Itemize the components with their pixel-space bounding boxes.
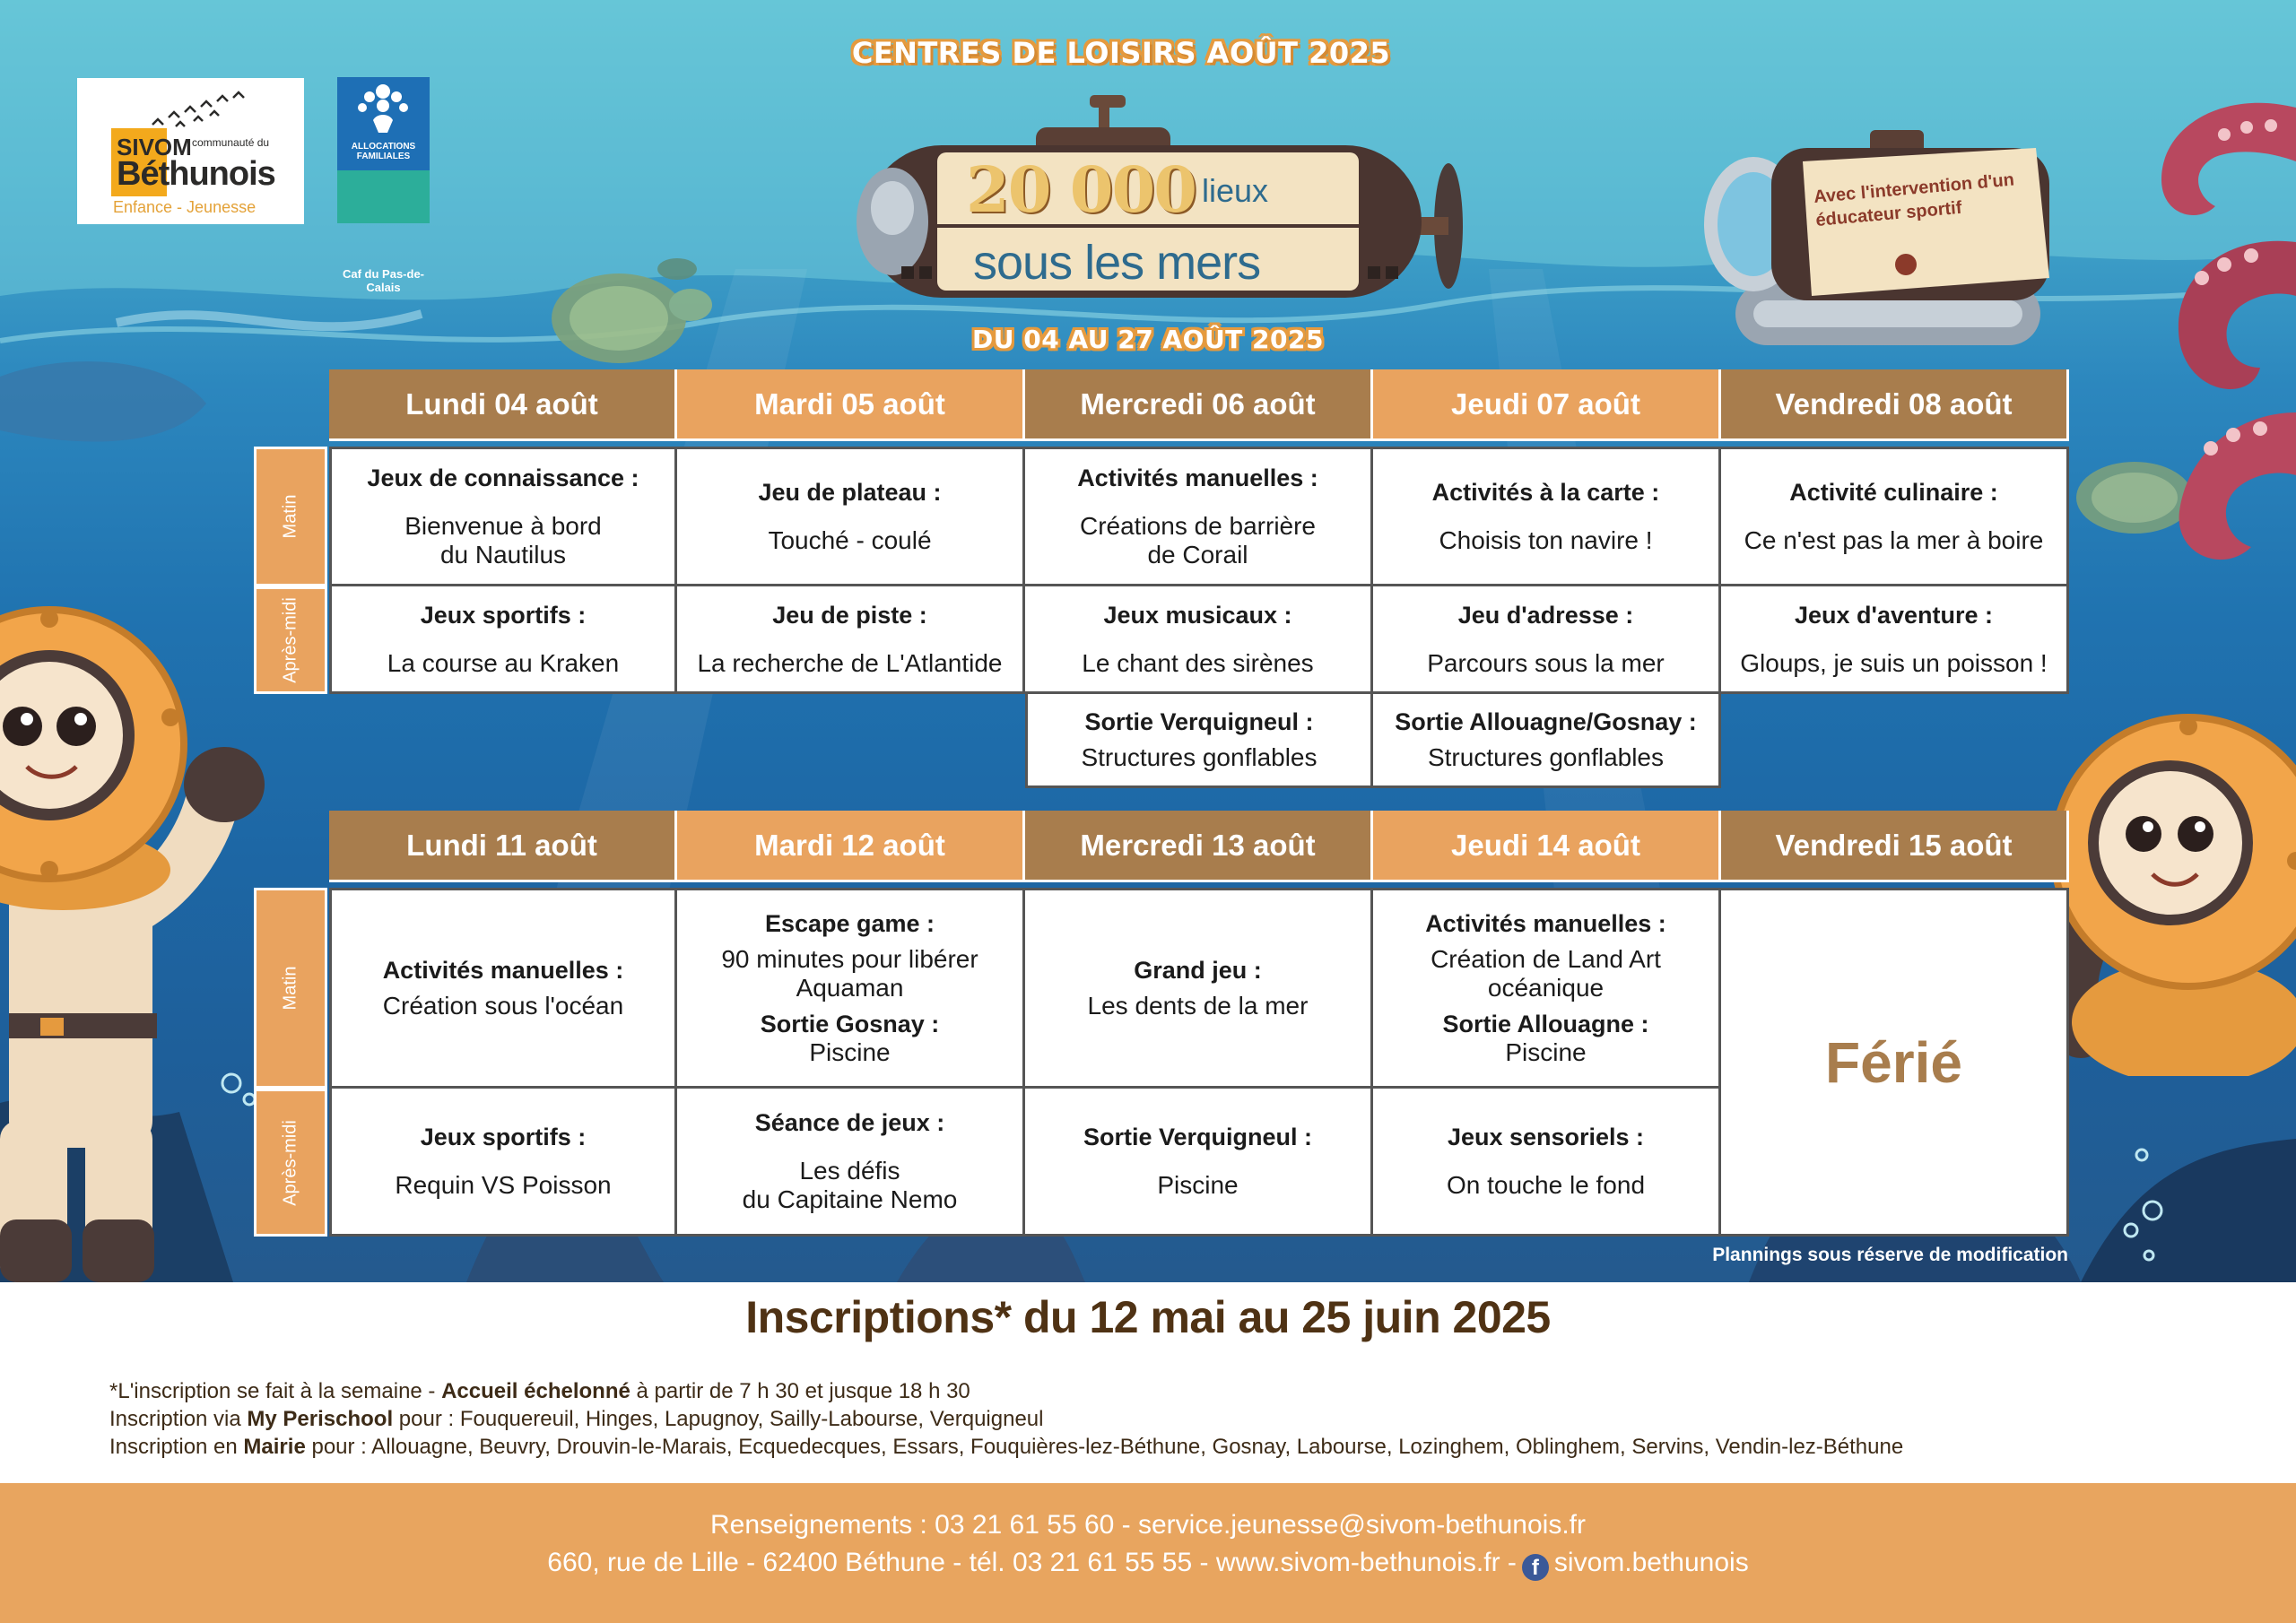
row-label-afternoon — [254, 586, 327, 694]
activity-title: Jeu de piste : — [772, 601, 927, 629]
event-dates: DU 04 AU 27 AOÛT 2025 — [972, 325, 1324, 354]
outing-title: Sortie Allouagne : — [1442, 1011, 1649, 1037]
activity-cell — [677, 888, 1025, 1089]
registration-highlight: Mairie — [243, 1435, 306, 1459]
activity-cell — [329, 447, 677, 586]
caf-logo-bottom — [337, 170, 430, 294]
sivom-name: SIVOM — [117, 134, 192, 161]
outing-desc: Structures gonflables — [1427, 743, 1665, 771]
sivom-logo — [77, 78, 304, 224]
theme-lieux: lieux — [1202, 172, 1269, 209]
activity-desc: Création de Land Art — [1431, 945, 1661, 973]
caf-logo — [337, 77, 430, 294]
activity-title: Grand jeu : — [1134, 957, 1262, 984]
activity-title: Sortie Verquigneul : — [1083, 1124, 1313, 1150]
registration-line-1 — [109, 1377, 1903, 1405]
row-label-morning — [254, 888, 327, 1089]
activity-desc: du Nautilus — [439, 541, 567, 568]
activity-cell — [1025, 888, 1373, 1089]
caf-label: ALLOCATIONS FAMILIALES — [351, 142, 416, 161]
row-label-morning-text: Matin — [280, 966, 300, 1011]
activity-cell — [1721, 586, 2069, 694]
activity-cell — [329, 888, 677, 1089]
day-header-fri-15: Vendredi 15 août — [1721, 811, 2069, 882]
activity-title: Jeu d'adresse : — [1457, 601, 1634, 629]
row-label-afternoon — [254, 1089, 327, 1237]
family-icon — [337, 77, 430, 142]
outing-title: Sortie Verquigneul : — [1084, 708, 1314, 735]
diver-left-illustration — [0, 583, 296, 1282]
contact-footer — [0, 1483, 2296, 1623]
day-header-fri-08: Vendredi 08 août — [1721, 369, 2069, 441]
activity-cell — [1373, 447, 1721, 586]
activity-desc: Piscine — [1157, 1171, 1239, 1199]
activity-desc: Choisis ton navire ! — [1439, 526, 1653, 554]
sivom-town: Béthunois — [117, 155, 275, 193]
activity-cell — [1721, 447, 2069, 586]
activity-desc: Créations de barrière — [1079, 512, 1317, 540]
contact-line-2 — [0, 1548, 2296, 1581]
educator-pod-illustration — [1700, 112, 2085, 372]
row-label-afternoon-text: Après-midi — [280, 1119, 300, 1206]
activity-title: Jeux musicaux : — [1103, 601, 1292, 629]
activity-cell — [1373, 888, 1721, 1089]
registration-highlight: My Perischool — [247, 1407, 394, 1431]
activity-desc: Aquaman — [796, 974, 904, 1002]
outing-desc: Structures gonflables — [1081, 743, 1318, 771]
facebook-handle[interactable]: sivom.bethunois — [1553, 1548, 1749, 1577]
caf-logo-top — [337, 77, 430, 170]
activity-desc: Ce n'est pas la mer à boire — [1744, 526, 2044, 554]
outing-cell — [1025, 694, 1373, 788]
activity-cell — [1373, 586, 1721, 694]
registration-text: Inscription via — [109, 1407, 248, 1431]
day-header-tue-05: Mardi 05 août — [677, 369, 1025, 441]
outing-desc: Piscine — [1505, 1038, 1587, 1066]
activity-title: Jeux de connaissance : — [367, 464, 639, 491]
registration-text: à partir de 7 h 30 et jusque 18 h 30 — [630, 1379, 970, 1403]
diver-right-illustration — [2054, 690, 2296, 1076]
registration-title: Inscriptions* du 12 mai au 25 juin 2025 — [745, 1292, 1551, 1342]
activity-cell — [1025, 1089, 1373, 1237]
activity-desc: La course au Kraken — [387, 648, 620, 677]
activity-cell — [1025, 447, 1373, 586]
activity-desc: Le chant des sirènes — [1082, 648, 1314, 677]
day-header-wed-13: Mercredi 13 août — [1025, 811, 1373, 882]
registration-line-2 — [109, 1405, 1903, 1433]
activity-cell — [677, 1089, 1025, 1237]
activity-desc: du Capitaine Nemo — [742, 1185, 958, 1213]
outing-title: Sortie Allouagne/Gosnay : — [1395, 708, 1697, 735]
activity-desc: On touche le fond — [1446, 1171, 1646, 1199]
sivom-tagline: communauté du — [192, 136, 270, 149]
activity-title: Activités à la carte : — [1431, 479, 1660, 506]
activity-cell — [677, 447, 1025, 586]
row-label-morning-text: Matin — [280, 494, 300, 539]
row-label-morning — [254, 447, 327, 586]
activity-desc: Gloups, je suis un poisson ! — [1740, 648, 2048, 677]
outing-title: Sortie Gosnay : — [760, 1011, 940, 1037]
outing-cell — [1373, 694, 1721, 788]
submarine-illustration — [830, 82, 1475, 325]
day-header-mon-04: Lundi 04 août — [329, 369, 677, 441]
facebook-icon: f — [1522, 1554, 1549, 1581]
day-header-mon-11: Lundi 11 août — [329, 811, 677, 882]
activity-desc: La recherche de L'Atlantide — [697, 648, 1003, 677]
row-label-afternoon-text: Après-midi — [280, 597, 300, 683]
theme-number: 20 000 — [966, 152, 1196, 227]
day-header-thu-14: Jeudi 14 août — [1373, 811, 1721, 882]
activity-title: Escape game : — [764, 910, 935, 937]
event-title: CENTRES DE LOISIRS AOÛT 2025 — [851, 36, 1391, 70]
registration-line-3 — [109, 1433, 1903, 1461]
activity-desc: de Corail — [1147, 541, 1248, 568]
activity-desc: 90 minutes pour libérer — [721, 945, 978, 973]
activity-cell — [329, 586, 677, 694]
registration-text: pour : Fouquereuil, Hinges, Lapugnoy, Sailly-Labourse, Verquigneul — [393, 1407, 1044, 1431]
registration-text: pour : Allouagne, Beuvry, Drouvin-le-Marais, Ecquedecques, Essars, Fouquières-lez-Béthune, Gosnay, Labourse, Lozinghem, Oblinghem, Servins, Vendin-lez-Béthune — [305, 1435, 1904, 1459]
address-text: 660, rue de Lille - 62400 Béthune - tél. 03 21 61 55 55 - www.sivom-bethunois.fr - — [547, 1548, 1517, 1577]
activity-title: Activités manuelles : — [382, 957, 624, 984]
activity-desc: Touché - coulé — [768, 526, 932, 554]
registration-text: Inscription en — [109, 1435, 244, 1459]
activity-title: Activités manuelles : — [1077, 464, 1318, 491]
sivom-subtitle: Enfance - Jeunesse — [113, 198, 257, 216]
activity-desc: Les dents de la mer — [1087, 992, 1309, 1020]
registration-highlight: Accueil échelonné — [441, 1379, 631, 1403]
activity-cell — [1373, 1089, 1721, 1237]
educator-note: Avec l'intervention d'un éducateur sportif — [1813, 169, 2015, 230]
activity-title: Séance de jeux : — [754, 1109, 945, 1136]
activity-title: Jeux sportifs : — [420, 1124, 587, 1150]
holiday-label: Férié — [1825, 1029, 1962, 1095]
pod-icon — [1700, 112, 2085, 372]
activity-desc: Parcours sous la mer — [1427, 648, 1665, 677]
activity-title: Jeu de plateau : — [758, 479, 942, 506]
birds-icon — [117, 89, 260, 134]
outing-desc: Piscine — [809, 1038, 891, 1066]
contact-line-1: Renseignements : 03 21 61 55 60 - service.jeunesse@sivom-bethunois.fr — [710, 1510, 1586, 1540]
registration-text: *L'inscription se fait à la semaine - — [109, 1379, 442, 1403]
schedule-disclaimer: Plannings sous réserve de modification — [1712, 1245, 2068, 1265]
activity-title: Activités manuelles : — [1425, 910, 1666, 937]
activity-title: Activité culinaire : — [1789, 479, 1998, 506]
holiday-cell — [1721, 888, 2069, 1237]
activity-desc: Bienvenue à bord — [404, 512, 602, 540]
activity-title: Jeux d'aventure : — [1795, 601, 1993, 629]
caf-department: Caf du Pas-de-Calais — [342, 267, 424, 294]
registration-details — [109, 1377, 1903, 1461]
activity-desc: océanique — [1487, 974, 1605, 1002]
activity-cell — [677, 586, 1025, 694]
day-header-tue-12: Mardi 12 août — [677, 811, 1025, 882]
day-header-wed-06: Mercredi 06 août — [1025, 369, 1373, 441]
activity-title: Jeux sportifs : — [420, 601, 587, 629]
day-header-thu-07: Jeudi 07 août — [1373, 369, 1721, 441]
activity-title: Jeux sensoriels : — [1447, 1124, 1645, 1150]
activity-desc: Création sous l'océan — [382, 992, 624, 1020]
theme-subtitle: sous les mers — [973, 236, 1261, 290]
activity-cell — [329, 1089, 677, 1237]
activity-desc: Les défis — [799, 1157, 900, 1185]
activity-desc: Requin VS Poisson — [395, 1171, 612, 1199]
activity-cell — [1025, 586, 1373, 694]
